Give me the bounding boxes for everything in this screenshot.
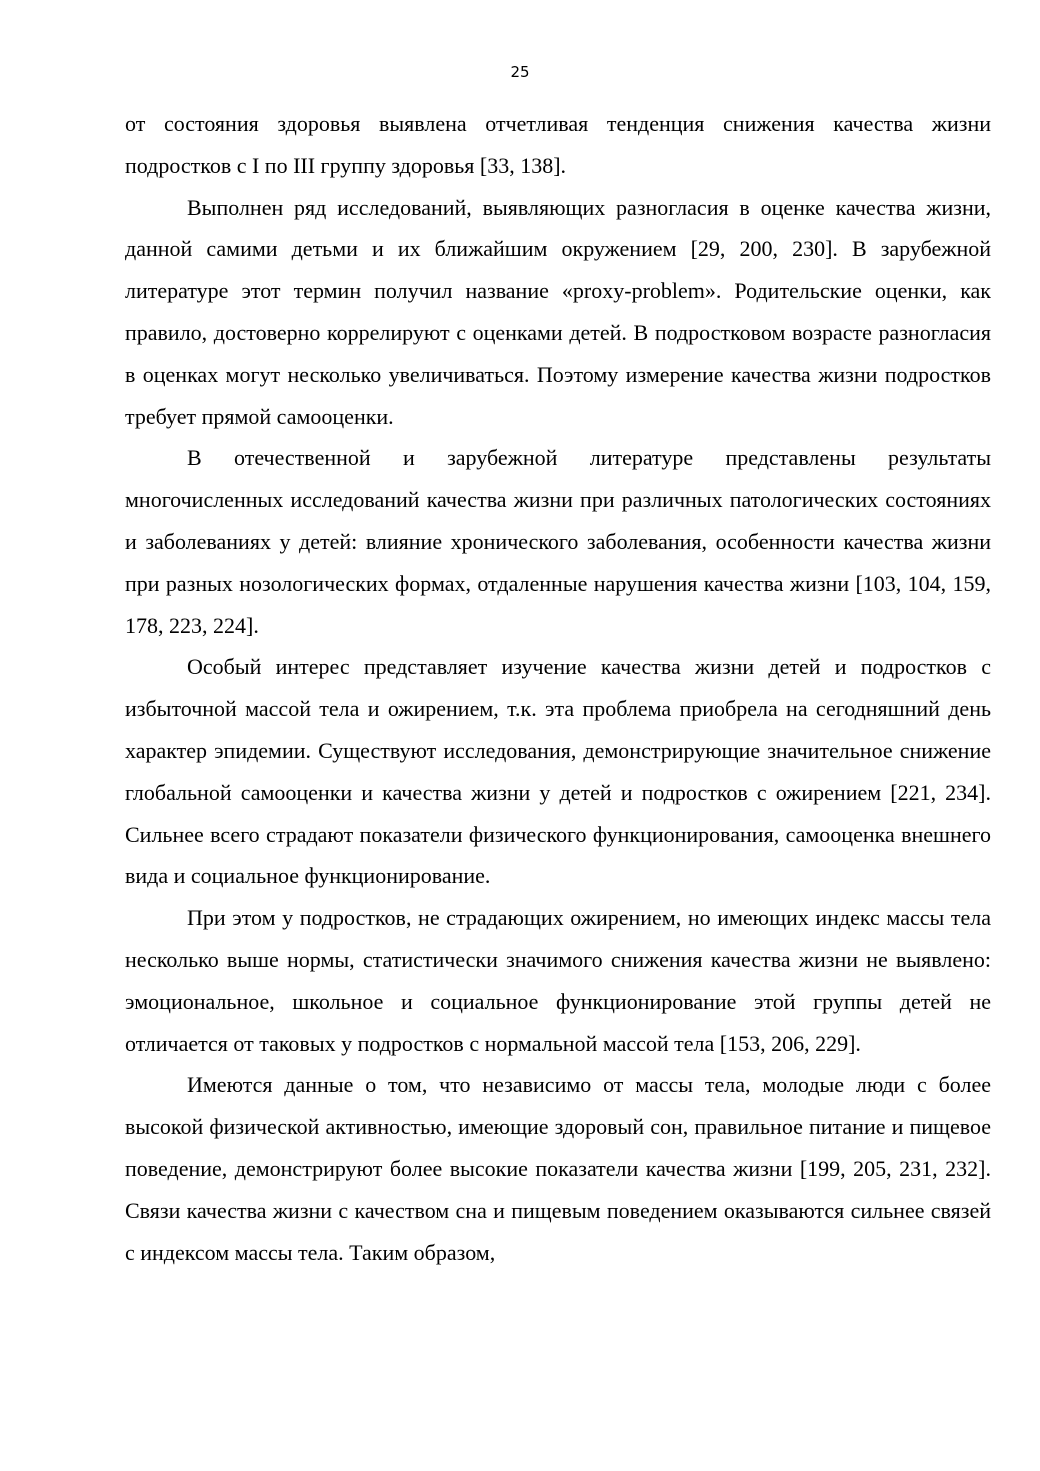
paragraph: Имеются данные о том, что независимо от массы тела, молодые люди с более высокой физической активностью, имеющие здоровый сон, правильное питание и пищевое поведение, демонстрируют более высокие показатели качества жизни [199, 205, 231, 232]. Связи качества жизни с качеством сна и пищевым поведением оказываются сильнее связей с индексом массы тела. Таким образом,: [125, 1072, 991, 1265]
paragraph: В отечественной и зарубежной литературе представлены результаты многочисленных исследований качества жизни при различных патологических состояниях и заболеваниях у детей: влияние хронического заболевания, особенности качества жизни при разных нозологических формах, отдаленные нарушения качества жизни [103, 104, 159, 178, 223, 224].: [125, 445, 991, 638]
paragraph: Выполнен ряд исследований, выявляющих разногласия в оценке качества жизни, данной самими детьми и их ближайшим окружением [29, 200, 230]. В зарубежной литературе этот термин получил название «proxy-problem». Родительские оценки, как правило, достоверно коррелируют с оценками детей. В подростковом возрасте разногласия в оценках могут несколько увеличиваться. Поэтому измерение качества жизни подростков требует прямой самооценки.: [125, 194, 991, 429]
paragraph: Особый интерес представляет изучение качества жизни детей и подростков с избыточной массой тела и ожирением, т.к. эта проблема приобрела на сегодняшний день характер эпидемии. Существуют исследования, демонстрирующие значительное снижение глобальной самооценки и качества жизни у детей и подростков с ожирением [221, 234]. Сильнее всего страдают показатели физического функционирования, самооценка внешнего вида и социальное функционирование.: [125, 654, 991, 889]
paragraph: При этом у подростков, не страдающих ожирением, но имеющих индекс массы тела несколько выше нормы, статистически значимого снижения качества жизни не выявлено: эмоциональное, школьное и социальное функционирование этой группы детей не отличается от таковых у подростков с нормальной массой тела [153, 206, 229].: [125, 905, 991, 1056]
paragraph-continuation: от состояния здоровья выявлена отчетливая тенденция снижения качества жизни подростков с I по III группу здоровья [33, 138].: [125, 111, 991, 178]
document-body: [125, 103, 991, 1273]
page-number: 25: [510, 63, 530, 81]
